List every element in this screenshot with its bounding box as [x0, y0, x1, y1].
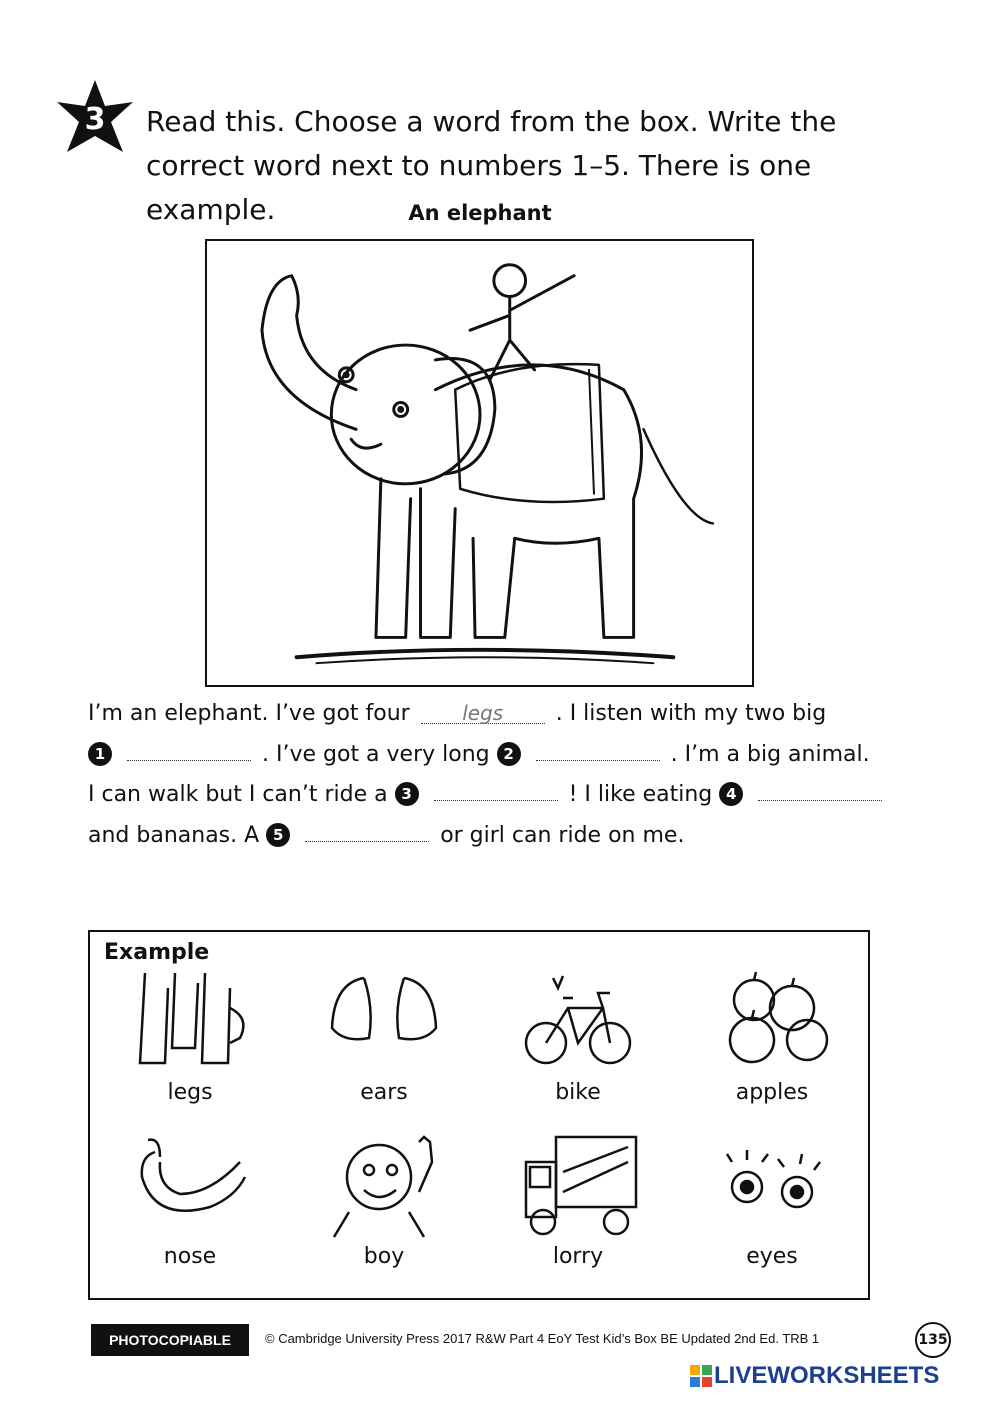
gap-number-5: 5: [266, 823, 290, 847]
passage-text: I can walk but I can’t ride a: [88, 782, 388, 807]
word-card-lorry: [488, 1132, 668, 1282]
eyes-icon: [712, 1132, 832, 1242]
passage-text: . I’ve got a very long: [262, 741, 490, 767]
passage-text: and bananas. A: [88, 822, 260, 848]
instruction-line-1: Read this. Choose a word from the box. Write the: [146, 105, 837, 138]
word-nose: nose: [163, 1244, 217, 1269]
story-passage: [88, 694, 908, 856]
passage-text: ! I like eating: [568, 782, 713, 807]
lorry-icon: [518, 1132, 638, 1242]
answer-gap-3[interactable]: [434, 779, 558, 801]
answer-gap-4[interactable]: [758, 779, 882, 801]
word-ears: ears: [360, 1080, 408, 1105]
elephant-illustration: [207, 241, 752, 685]
word-boy: boy: [363, 1244, 405, 1269]
example-label: Example: [104, 940, 210, 965]
gap-number-1: 1: [88, 742, 112, 766]
liveworksheets-logo-icon: [690, 1365, 712, 1387]
word-card-ears: [294, 968, 474, 1118]
passage-line-2: [88, 735, 908, 776]
passage-text: or girl can ride on me.: [440, 822, 685, 848]
bike-icon: [518, 968, 638, 1078]
passage-line-3: [88, 775, 908, 816]
trunk-icon: [130, 1132, 250, 1242]
example-answer-gap: legs: [421, 702, 545, 724]
passage-line-4: [88, 816, 908, 857]
passage-text: I’m an elephant. I’ve got four: [88, 701, 410, 726]
ears-icon: [324, 968, 444, 1078]
answer-gap-5[interactable]: [305, 820, 429, 842]
boy-icon: [324, 1132, 444, 1242]
word-legs: legs: [167, 1080, 213, 1105]
word-card-legs: [100, 968, 280, 1118]
passage-text: . I listen with my two big: [555, 701, 827, 726]
photocopiable-badge: PHOTOCOPIABLE: [91, 1324, 249, 1356]
word-eyes: eyes: [746, 1244, 798, 1269]
gap-number-2: 2: [497, 742, 521, 766]
elephant-picture: [205, 239, 754, 687]
legs-icon: [130, 968, 250, 1078]
page-number: 135: [915, 1322, 951, 1358]
word-card-nose: [100, 1132, 280, 1282]
answer-gap-1[interactable]: [127, 739, 251, 761]
word-card-boy: [294, 1132, 474, 1282]
word-bike: bike: [555, 1080, 601, 1105]
word-card-eyes: [682, 1132, 862, 1282]
apples-icon: [712, 968, 832, 1078]
exercise-number-star: [55, 78, 135, 158]
gap-number-4: 4: [719, 782, 743, 806]
word-card-apples: [682, 968, 862, 1118]
word-apples: apples: [735, 1080, 809, 1105]
word-lorry: lorry: [552, 1244, 604, 1269]
story-title: An elephant: [408, 201, 552, 225]
passage-text: . I’m a big animal.: [670, 741, 870, 767]
copyright-text: © Cambridge University Press 2017 R&W Part 4 EoY Test Kid’s Box BE Updated 2nd Ed. TRB 1: [265, 1331, 820, 1346]
passage-line-1: [88, 694, 908, 735]
word-card-bike: [488, 968, 668, 1118]
word-box: [88, 930, 870, 1300]
liveworksheets-text: LIVEWORKSHEETS: [714, 1362, 940, 1389]
exercise-number: 3: [84, 102, 106, 137]
answer-gap-2[interactable]: [536, 739, 660, 761]
instruction-line-2: correct word next to numbers 1–5. There is one example.: [146, 149, 812, 226]
gap-number-3: 3: [395, 782, 419, 806]
